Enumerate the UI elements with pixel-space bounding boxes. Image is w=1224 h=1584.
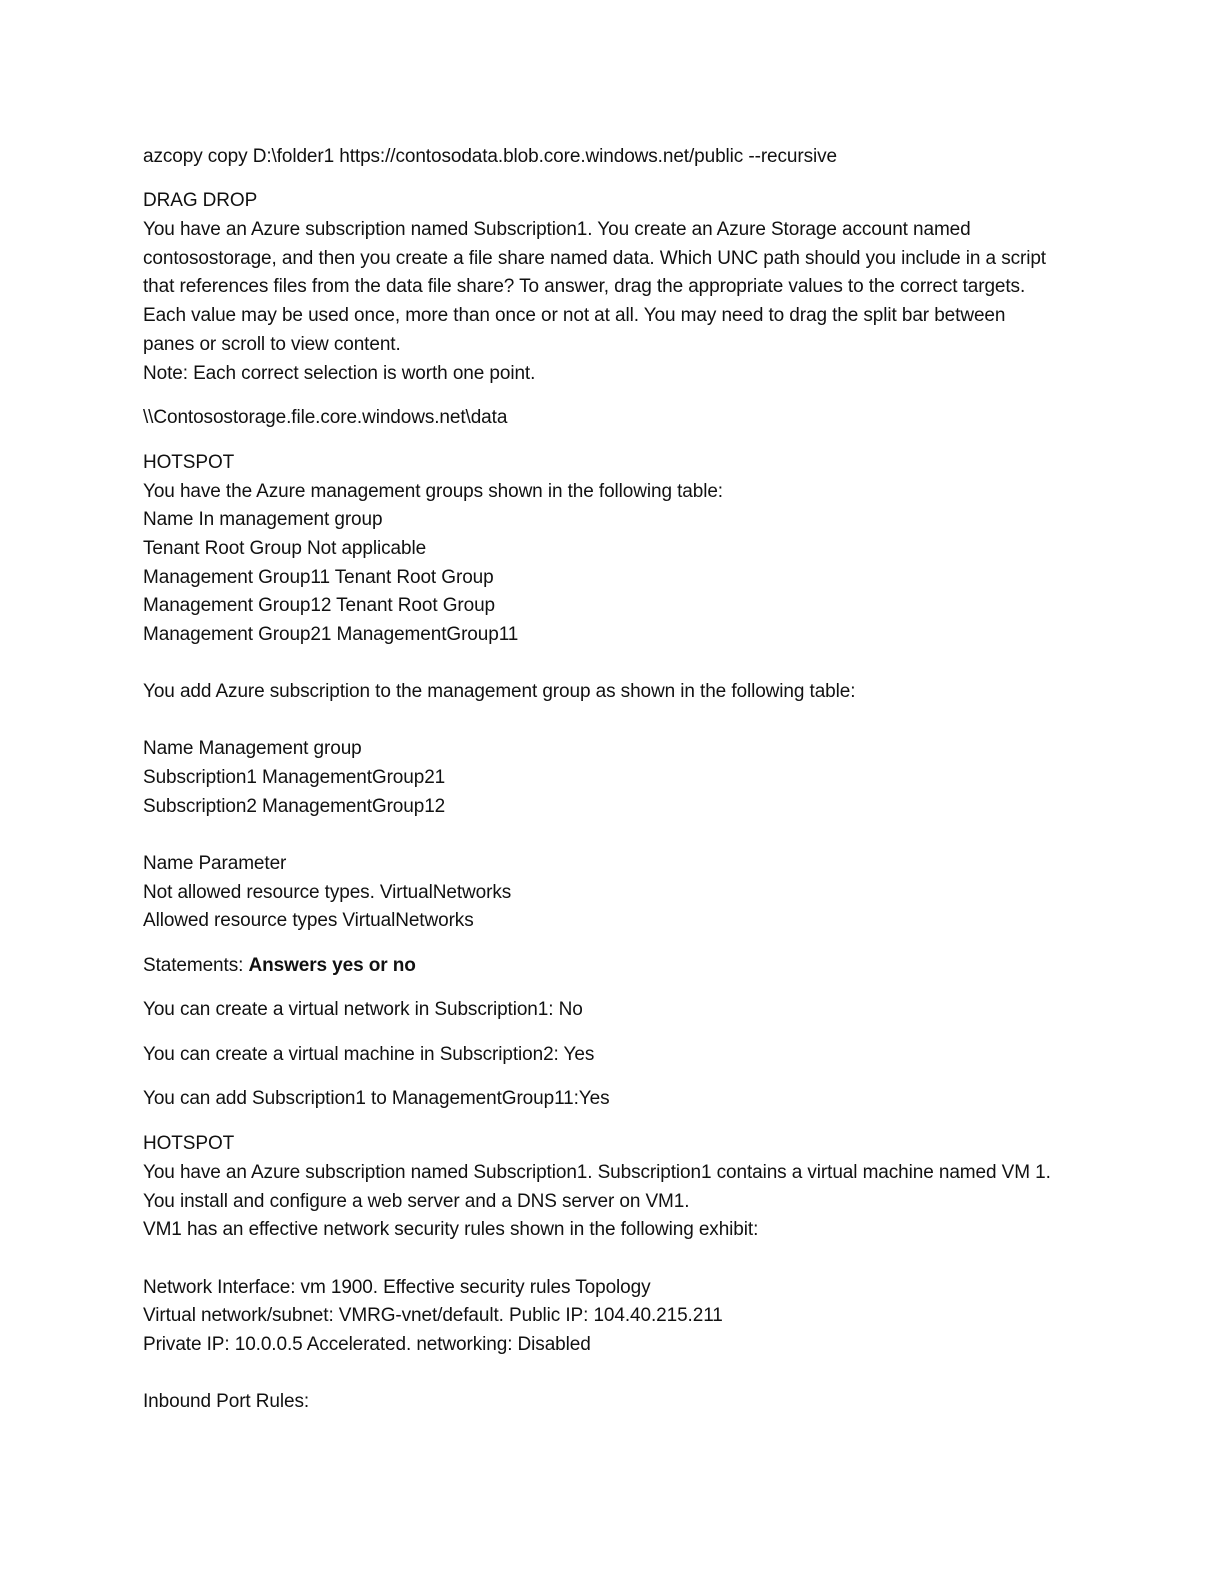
q1-text-line: panes or scroll to view content. [143,334,401,355]
q1-note: Note: Each correct selection is worth one point. [143,363,536,384]
azcopy-command: azcopy copy D:\folder1 https://contosodata.blob.core.windows.net/public --recursive [143,146,838,167]
q3-text-line: VM1 has an effective network security rules shown in the following exhibit: [143,1219,759,1240]
mg-table-header: Name In management group [143,509,383,530]
statements-prefix: Statements: [143,955,249,976]
nic-info-line: Private IP: 10.0.0.5 Accelerated. networking: Disabled [143,1334,591,1355]
q2-heading: HOTSPOT [143,452,235,473]
q1-text-line: Each value may be used once, more than once or not at all. You may need to drag the split bar between [143,305,1006,326]
mg-table-row: Management Group21 ManagementGroup11 [143,624,519,645]
mg-table-row: Management Group11 Tenant Root Group [143,567,494,588]
q1-text-line: contosostorage, and then you create a file share named data. Which UNC path should you include in a script [143,248,1046,269]
q1-text-line: that references files from the data file share? To answer, drag the appropriate values to the correct targets. [143,276,1026,297]
statement: You can create a virtual network in Subscription1: No [143,999,583,1020]
inbound-rules-label: Inbound Port Rules: [143,1391,310,1412]
q1-answer: \\Contosostorage.file.core.windows.net\data [143,407,508,428]
sub-table-header: Name Management group [143,738,362,759]
sub-intro: You add Azure subscription to the management group as shown in the following table: [143,681,856,702]
statements-instruction: Answers yes or no [248,955,416,976]
mg-table-row: Management Group12 Tenant Root Group [143,595,496,616]
policy-table-row: Not allowed resource types. VirtualNetworks [143,882,512,903]
q1-text-line: You have an Azure subscription named Subscription1. You create an Azure Storage account named [143,219,971,240]
statement: You can create a virtual machine in Subscription2: Yes [143,1044,595,1065]
nic-info-line: Network Interface: vm 1900. Effective security rules Topology [143,1277,651,1298]
nic-info-line: Virtual network/subnet: VMRG-vnet/default. Public IP: 104.40.215.211 [143,1305,723,1326]
policy-table-row: Allowed resource types VirtualNetworks [143,910,474,931]
q3-text-line: You install and configure a web server and a DNS server on VM1. [143,1191,690,1212]
q2-intro: You have the Azure management groups shown in the following table: [143,481,723,502]
q1-heading: DRAG DROP [143,190,258,211]
sub-table-row: Subscription2 ManagementGroup12 [143,796,446,817]
sub-table-row: Subscription1 ManagementGroup21 [143,767,446,788]
mg-table-row: Tenant Root Group Not applicable [143,538,427,559]
statement: You can add Subscription1 to ManagementGroup11:Yes [143,1088,610,1109]
q3-text-line: You have an Azure subscription named Subscription1. Subscription1 contains a virtual machine named VM 1. [143,1162,1051,1183]
q3-heading: HOTSPOT [143,1133,235,1154]
policy-table-header: Name Parameter [143,853,287,874]
statements-label [143,954,416,978]
